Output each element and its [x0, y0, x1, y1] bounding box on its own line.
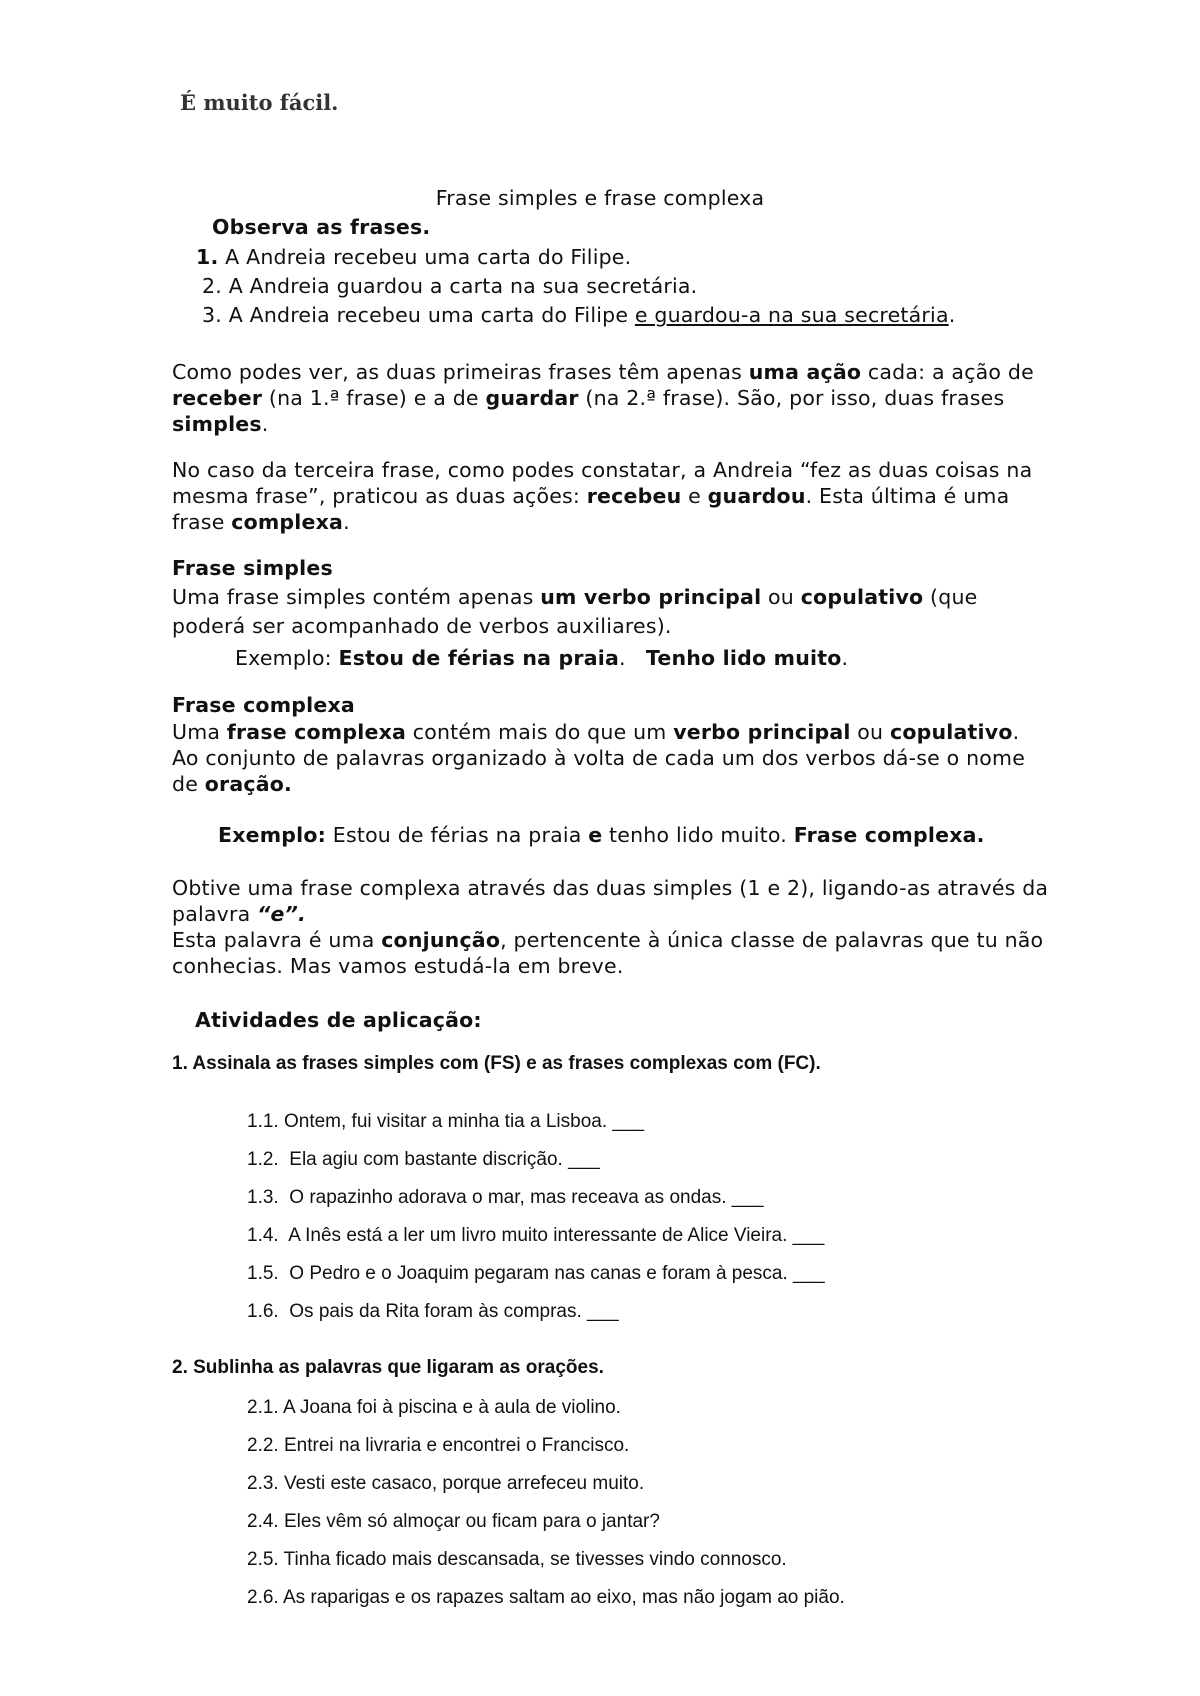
question-1-item: 1.3. O rapazinho adorava o mar, mas receava as ondas. ___: [247, 1187, 764, 1208]
explanation-paragraph-2: No caso da terceira frase, como podes constatar, a Andreia “fez as duas coisas na mesma frase”, praticou as duas ações: recebeu e guardou. Esta última é uma frase complexa.: [172, 458, 1033, 534]
observe-item-3: 3. A Andreia recebeu uma carta do Filipe e guardou-a na sua secretária.: [202, 303, 956, 327]
observe-item-text: A Andreia recebeu uma carta do Filipe: [228, 303, 635, 327]
question-2-item: 2.6. As raparigas e os rapazes saltam ao eixo, mas não jogam ao pião.: [247, 1587, 845, 1608]
observe-item-1: [196, 245, 631, 269]
simple-definition: Uma frase simples contém apenas um verbo principal ou copulativo (que poderá ser acompanhado de verbos auxiliares).: [172, 585, 978, 638]
complex-heading: Frase complexa: [172, 693, 355, 717]
simple-example: Exemplo: Estou de férias na praia. Tenho lido muito.: [235, 646, 849, 670]
observe-label: Observa as frases.: [212, 215, 431, 239]
observe-item-2: [202, 274, 697, 298]
question-2-item: 2.4. Eles vêm só almoçar ou ficam para o jantar?: [247, 1511, 660, 1532]
question-1-item: 1.6. Os pais da Rita foram às compras. ___: [247, 1301, 619, 1322]
observe-item-number: 1.: [196, 245, 219, 269]
question-2-item: 2.1. A Joana foi à piscina e à aula de violino.: [247, 1397, 621, 1418]
underlined-clause: e guardou-a na sua secretária: [634, 303, 949, 327]
question-2-item: 2.2. Entrei na livraria e encontrei o Francisco.: [247, 1435, 630, 1456]
observe-item-text: A Andreia recebeu uma carta do Filipe.: [225, 245, 632, 269]
question-1-title: 1. Assinala as frases simples com (FS) e as frases complexas com (FC).: [172, 1053, 821, 1074]
question-2-item: 2.5. Tinha ficado mais descansada, se tivesses vindo connosco.: [247, 1549, 787, 1570]
header-note: É muito fácil.: [180, 90, 339, 115]
simple-heading: Frase simples: [172, 556, 333, 580]
observe-item-number: 3.: [202, 303, 222, 327]
conclusion-paragraph: Obtive uma frase complexa através das duas simples (1 e 2), ligando-as através da palavra “e”. Esta palavra é uma conjunção, pertencente à única classe de palavras que tu não conhecias. Mas vamos estudá-la em breve.: [172, 876, 1049, 978]
question-1-item: 1.4. A Inês está a ler um livro muito interessante de Alice Vieira. ___: [247, 1225, 825, 1246]
observe-item-number: 2.: [202, 274, 222, 298]
observe-item-text: A Andreia guardou a carta na sua secretária.: [228, 274, 698, 298]
explanation-paragraph-1: Como podes ver, as duas primeiras frases têm apenas uma ação cada: a ação de receber (na 1.ª frase) e a de guardar (na 2.ª frase). São, por isso, duas frases simples.: [172, 360, 1034, 436]
complex-example: Exemplo: Estou de férias na praia e tenho lido muito. Frase complexa.: [218, 823, 985, 847]
complex-definition: Uma frase complexa contém mais do que um verbo principal ou copulativo. Ao conjunto de palavras organizado à volta de cada um dos verbos dá-se o nome de oração.: [172, 720, 1026, 796]
page-title: Frase simples e frase complexa: [435, 186, 765, 210]
question-1-item: 1.1. Ontem, fui visitar a minha tia a Lisboa. ___: [247, 1111, 645, 1132]
question-2-title: 2. Sublinha as palavras que ligaram as orações.: [172, 1357, 604, 1378]
question-1-item: 1.5. O Pedro e o Joaquim pegaram nas canas e foram à pesca. ___: [247, 1263, 825, 1284]
activities-heading: Atividades de aplicação:: [195, 1008, 482, 1032]
question-2-item: 2.3. Vesti este casaco, porque arrefeceu muito.: [247, 1473, 645, 1494]
question-1-item: 1.2. Ela agiu com bastante discrição. ___: [247, 1149, 600, 1170]
